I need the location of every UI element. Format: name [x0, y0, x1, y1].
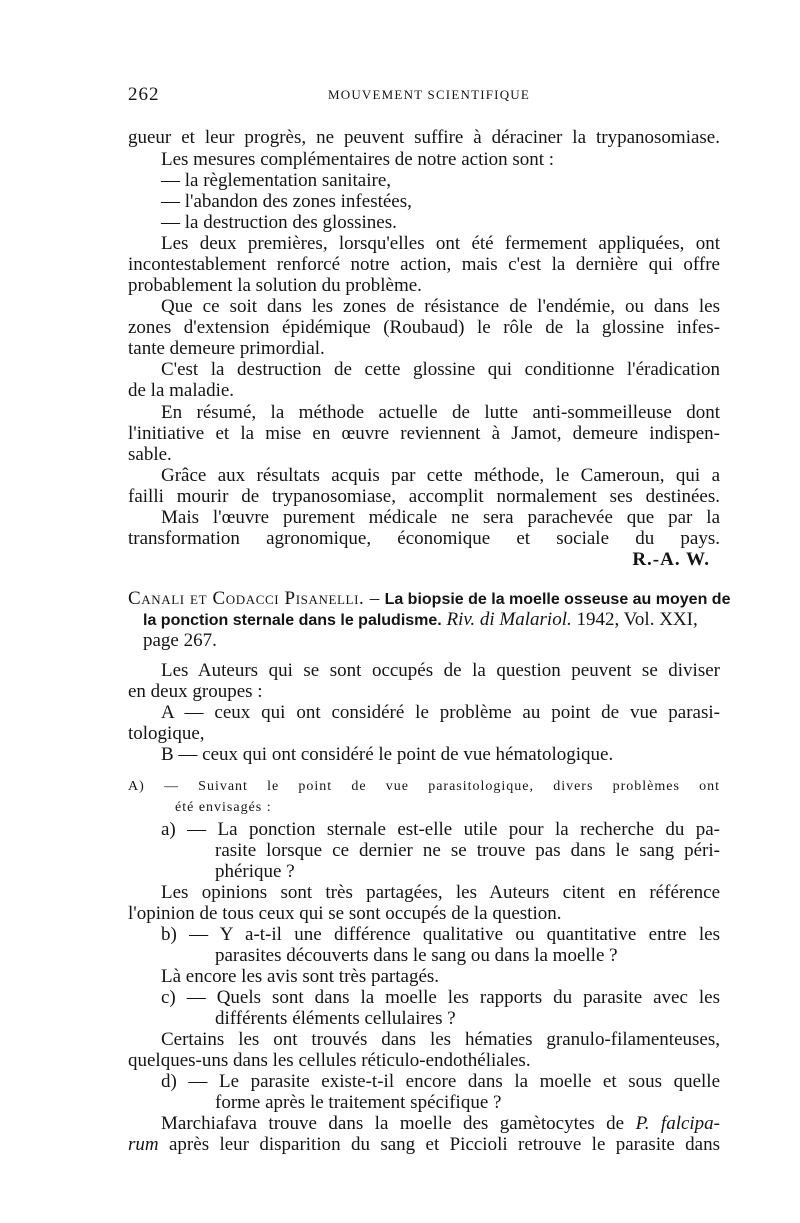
- text-line: Les opinions sont très partagées, les Auteurs citent en référence: [161, 882, 720, 903]
- list-item: — la destruction des glossines.: [161, 212, 397, 233]
- article-heading-line-2: [143, 609, 698, 632]
- question-line: parasites découverts dans le sang ou dans la moelle ?: [215, 945, 618, 966]
- text-line: probablement la solution du problème.: [128, 275, 422, 296]
- section-a-heading: A) — Suivant le point de vue parasitologique, divers problèmes ont: [128, 779, 720, 794]
- question-line: d) — Le parasite existe-t-il encore dans la moelle et sous quelle: [161, 1071, 720, 1092]
- text-line: l'opinion de tous ceux qui se sont occupés de la question.: [128, 903, 562, 924]
- question-line: forme après le traitement spécifique ?: [215, 1092, 502, 1113]
- list-item: — la règlementation sanitaire,: [161, 170, 392, 191]
- text-line: failli mourir de trypanosomiase, accomplit normalement ses destinées.: [128, 486, 720, 507]
- journal-name: Riv. di Malariol.: [446, 609, 572, 630]
- text-line: Les mesures complémentaires de notre action sont :: [161, 149, 555, 170]
- text-line: Certains les ont trouvés dans les hématies granulo-filamenteuses,: [161, 1029, 720, 1050]
- article-authors: Canali et Codacci Pisanelli. –: [128, 588, 380, 609]
- text-line: Grâce aux résultats acquis par cette méthode, le Cameroun, qui a: [161, 465, 720, 486]
- text-line: sable.: [128, 444, 172, 465]
- signature: R.-A. W.: [632, 549, 710, 570]
- text-line: l'initiative et la mise en œuvre reviennent à Jamot, demeure indispen-: [128, 423, 720, 444]
- question-line: a) — La ponction sternale est-elle utile pour la recherche du pa-: [161, 819, 720, 840]
- text-line: incontestablement renforcé notre action, mais c'est la dernière qui offre: [128, 254, 720, 275]
- text-line: quelques-uns dans les cellules réticulo-endothéliales.: [128, 1050, 531, 1071]
- journal-reference: 1942, Vol. XXI,: [576, 609, 698, 630]
- text-line: [161, 1113, 720, 1135]
- page-reference: page 267.: [143, 630, 217, 651]
- text-fragment: après leur disparition du sang et Piccioli retrouve le parasite dans: [169, 1134, 721, 1155]
- article-heading-line-1: [128, 588, 731, 611]
- species-name: P. falcipa-: [635, 1113, 721, 1134]
- text-line: A — ceux qui ont considéré le problème au point de vue parasi-: [161, 702, 720, 723]
- page-header: [128, 84, 728, 108]
- running-title: MOUVEMENT SCIENTIFIQUE: [328, 87, 531, 102]
- question-line: phérique ?: [215, 861, 295, 882]
- text-line: de la maladie.: [128, 380, 235, 401]
- text-line: Mais l'œuvre purement médicale ne sera parachevée que par la: [161, 507, 720, 528]
- text-line: Là encore les avis sont très partagés.: [161, 966, 440, 987]
- text-line: gueur et leur progrès, ne peuvent suffire à déraciner la trypanosomiase.: [128, 127, 720, 148]
- text-line: Que ce soit dans les zones de résistance de l'endémie, ou dans les: [161, 296, 720, 317]
- text-line: tologique,: [128, 723, 205, 744]
- question-line: rasite lorsque ce dernier ne se trouve pas dans le sang péri-: [215, 840, 720, 861]
- text-line: [128, 1134, 720, 1156]
- question-line: b) — Y a-t-il une différence qualitative ou quantitative entre les: [161, 924, 720, 945]
- text-line: tante demeure primordial.: [128, 338, 325, 359]
- text-line: En résumé, la méthode actuelle de lutte anti-sommeilleuse dont: [161, 402, 720, 423]
- text-line: Les deux premières, lorsqu'elles ont été fermement appliquées, ont: [161, 233, 720, 254]
- article-title-part-2: la ponction sternale dans le paludisme.: [143, 612, 442, 629]
- section-a-heading-cont: été envisagés :: [175, 800, 272, 815]
- page-number: 262: [128, 84, 160, 105]
- question-line: c) — Quels sont dans la moelle les rapports du parasite avec les: [161, 987, 720, 1008]
- text-line: zones d'extension épidémique (Roubaud) le rôle de la glossine infes-: [128, 317, 720, 338]
- text-fragment: Marchiafava trouve dans la moelle des gamètocytes de: [161, 1113, 625, 1134]
- question-line: différents éléments cellulaires ?: [215, 1008, 456, 1029]
- species-name-cont: rum: [128, 1134, 159, 1155]
- text-line: en deux groupes :: [128, 681, 263, 702]
- text-line: Les Auteurs qui se sont occupés de la question peuvent se diviser: [161, 660, 720, 681]
- article-title-part-1: La biopsie de la moelle osseuse au moyen de: [384, 591, 731, 608]
- text-line: B — ceux qui ont considéré le point de vue hématologique.: [161, 744, 614, 765]
- list-item: — l'abandon des zones infestées,: [161, 191, 412, 212]
- text-line: C'est la destruction de cette glossine qui conditionne l'éradication: [161, 359, 720, 380]
- text-line: transformation agronomique, économique et sociale du pays.: [128, 528, 720, 549]
